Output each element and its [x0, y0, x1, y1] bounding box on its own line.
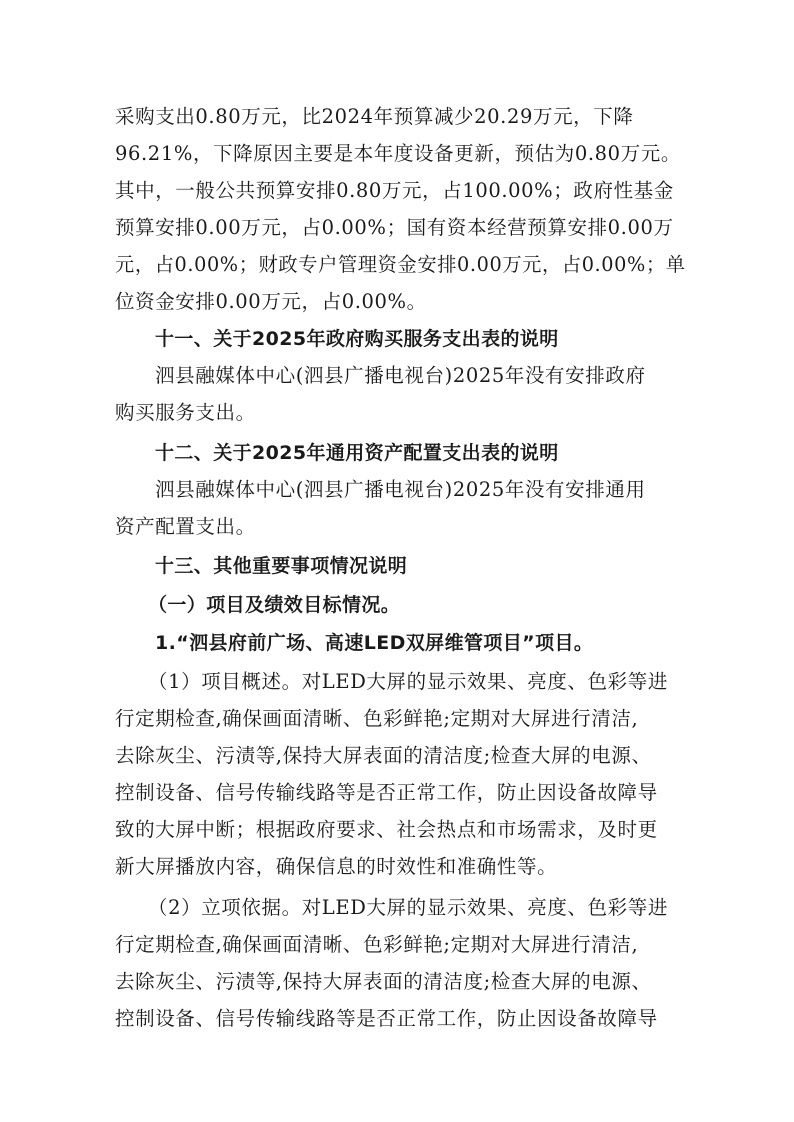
section-heading-12: 十二、关于2025年通用资产配置支出表的说明: [155, 442, 559, 464]
body-text-line: （1）项目概述。对LED大屏的显示效果、亮度、色彩等进: [148, 670, 668, 693]
body-text-line: 购买服务支出。: [115, 401, 256, 424]
body-text-line: 新大屏播放内容，确保信息的时效性和准确性等。: [115, 855, 558, 878]
body-text-line: 泗县融媒体中心(泗县广播电视台)2025年没有安排政府: [155, 364, 646, 387]
body-text-line: （2）立项依据。对LED大屏的显示效果、亮度、色彩等进: [148, 896, 668, 919]
section-heading-11: 十一、关于2025年政府购买服务支出表的说明: [155, 328, 559, 350]
body-text-line: 行定期检查,确保画面清晰、色彩鲜艳;定期对大屏进行清洁,: [115, 707, 639, 730]
body-text-line: 元，占0.00%；财政专户管理资金安排0.00万元，占0.00%；单: [115, 253, 686, 276]
body-text-line: 控制设备、信号传输线路等是否正常工作，防止因设备故障导: [115, 781, 658, 804]
body-text-line: 其中，一般公共预算安排0.80万元，占100.00%；政府性基金: [115, 179, 674, 202]
subsection-heading: （一）项目及绩效目标情况。: [148, 594, 401, 616]
project-heading: 1.“泗县府前广场、高速LED双屏维管项目”项目。: [155, 632, 594, 654]
body-text-line: 预算安排0.00万元，占0.00%；国有资本经营预算安排0.00万: [115, 216, 674, 239]
body-text-line: 泗县融媒体中心(泗县广播电视台)2025年没有安排通用: [155, 478, 646, 501]
body-text-line: 位资金安排0.00万元，占0.00%。: [115, 290, 427, 313]
body-text-line: 去除灰尘、污渍等,保持大屏表面的清洁度;检查大屏的电源、: [115, 744, 652, 767]
section-heading-13: 十三、其他重要事项情况说明: [155, 555, 408, 577]
body-text-line: 致的大屏中断；根据政府要求、社会热点和市场需求，及时更: [115, 818, 658, 841]
body-text-line: 资产配置支出。: [115, 515, 256, 538]
body-text-line: 采购支出0.80万元，比2024年预算减少20.29万元，下降: [115, 105, 634, 128]
body-text-line: 控制设备、信号传输线路等是否正常工作，防止因设备故障导: [115, 1007, 658, 1030]
body-text-line: 96.21%，下降原因主要是本年度设备更新，预估为0.80万元。: [115, 142, 681, 165]
body-text-line: 行定期检查,确保画面清晰、色彩鲜艳;定期对大屏进行清洁,: [115, 933, 639, 956]
body-text-line: 去除灰尘、污渍等,保持大屏表面的清洁度;检查大屏的电源、: [115, 970, 652, 993]
